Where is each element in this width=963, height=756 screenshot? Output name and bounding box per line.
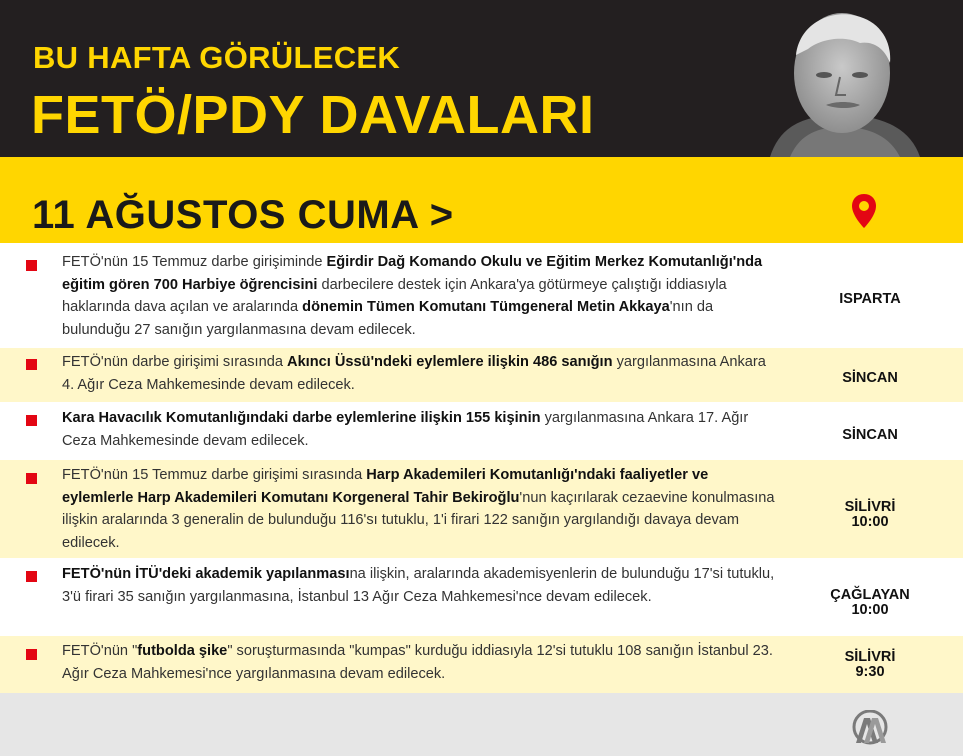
- header-subtitle: BU HAFTA GÖRÜLECEK: [33, 40, 401, 75]
- case-text-span: yargılanmasına Ankara 17. Ağır Ceza Mahkemesinde devam edilecek.: [62, 410, 749, 449]
- case-text-bold: FETÖ'nün İTÜ'deki akademik yapılanması: [62, 566, 350, 582]
- bullet-icon: [26, 260, 37, 271]
- header: [0, 0, 963, 157]
- date-heading: 11 AĞUSTOS CUMA >: [32, 193, 454, 237]
- bullet-icon: [26, 359, 37, 370]
- case-text-bold: dönemin Tümen Komutanı Tümgeneral Metin Akkaya: [302, 299, 670, 315]
- case-text: [62, 407, 782, 452]
- case-row: [0, 559, 963, 635]
- case-text-span: 'nın da bulunduğu 27 sanığın yargılanmasına devam edilecek.: [62, 299, 714, 338]
- location-name: SİNCAN: [842, 427, 898, 443]
- case-text-span: FETÖ'nün 15 Temmuz darbe girişimi sırasında: [62, 467, 367, 483]
- case-text-bold: Akıncı Üssü'ndeki eylemlere ilişkin 486 sanığın: [287, 354, 613, 370]
- case-location: [800, 588, 940, 618]
- location-name: SİLİVRİ: [844, 499, 896, 515]
- case-text-bold: Eğirdir Dağ Komando Okulu ve Eğitim Merkez Komutanlığı'nda eğitim gören 700 Harbiye öğrencisini: [62, 254, 763, 293]
- location-name: SİNCAN: [842, 370, 898, 386]
- location-time: 9:30: [855, 664, 885, 680]
- case-text-span: " soruşturmasında "kumpas" kurduğu iddiasıyla 12'si tutuklu 108 sanığın İstanbul 23. Ağır Ceza Mahkemesi'nce yargılanmasına devam edilecek.: [62, 643, 773, 682]
- case-text-span: 'nun kaçırılarak cezaevine konulmasına ilişkin aralarında 3 generalin de bulunduğu 116'sı tutuklu, 1'i firari 122 sanığın yargılandığı davaya devam edilecek.: [62, 489, 775, 551]
- case-text-bold: futbolda şike: [137, 643, 228, 659]
- case-location: [800, 650, 940, 680]
- case-row: [0, 636, 963, 693]
- case-text-span: FETÖ'nün darbe girişimi sırasında: [62, 354, 288, 370]
- bullet-icon: [26, 415, 37, 426]
- location-name: SİLİVRİ: [844, 649, 896, 665]
- case-text: [62, 464, 782, 554]
- header-title: FETÖ/PDY DAVALARI: [31, 85, 595, 145]
- case-row: [0, 460, 963, 558]
- case-text: [62, 251, 782, 341]
- location-name: ISPARTA: [839, 291, 901, 307]
- bullet-icon: [26, 571, 37, 582]
- case-text-span: darbecilere destek için Ankara'ya götürmeye çalıştığı iddiasıyla haklarında dava açılan ve aralarında: [62, 276, 727, 315]
- case-row: [0, 348, 963, 402]
- case-location: [800, 428, 940, 443]
- location-pin-icon: [850, 192, 878, 230]
- case-text: [62, 640, 782, 685]
- case-text-span: yargılanmasına Ankara 4. Ağır Ceza Mahkemesinde devam edilecek.: [62, 354, 766, 393]
- portrait-image: [760, 5, 925, 157]
- case-row: [0, 403, 963, 459]
- case-location: [800, 292, 940, 307]
- case-text-span: FETÖ'nün 15 Temmuz darbe girişiminde: [62, 254, 327, 270]
- location-time: 10:00: [851, 602, 889, 618]
- aa-logo-icon: [850, 710, 890, 746]
- case-text-span: FETÖ'nün ": [62, 643, 138, 659]
- case-text-bold: Harp Akademileri Komutanlığı'ndaki faaliyetler ve eylemlerle Harp Akademileri Komutanı Korgeneral Tahir Bekiroğlu: [62, 467, 709, 506]
- case-location: [800, 500, 940, 530]
- location-time: 10:00: [851, 514, 889, 530]
- bullet-icon: [26, 649, 37, 660]
- case-text: [62, 351, 782, 396]
- bullet-icon: [26, 473, 37, 484]
- case-row: [0, 243, 963, 347]
- case-location: [800, 371, 940, 386]
- case-text-bold: Kara Havacılık Komutanlığındaki darbe eylemlerine ilişkin 155 kişinin: [62, 410, 541, 426]
- location-name: ÇAĞLAYAN: [830, 587, 910, 603]
- case-text-span: na ilişkin, aralarında akademisyenlerin de bulunduğu 17'si tutuklu, 3'ü firari 35 sanığın yargılanmasına, İstanbul 13 Ağır Ceza Mahkemesi'nce devam edilecek.: [62, 566, 775, 605]
- case-text: [62, 563, 782, 608]
